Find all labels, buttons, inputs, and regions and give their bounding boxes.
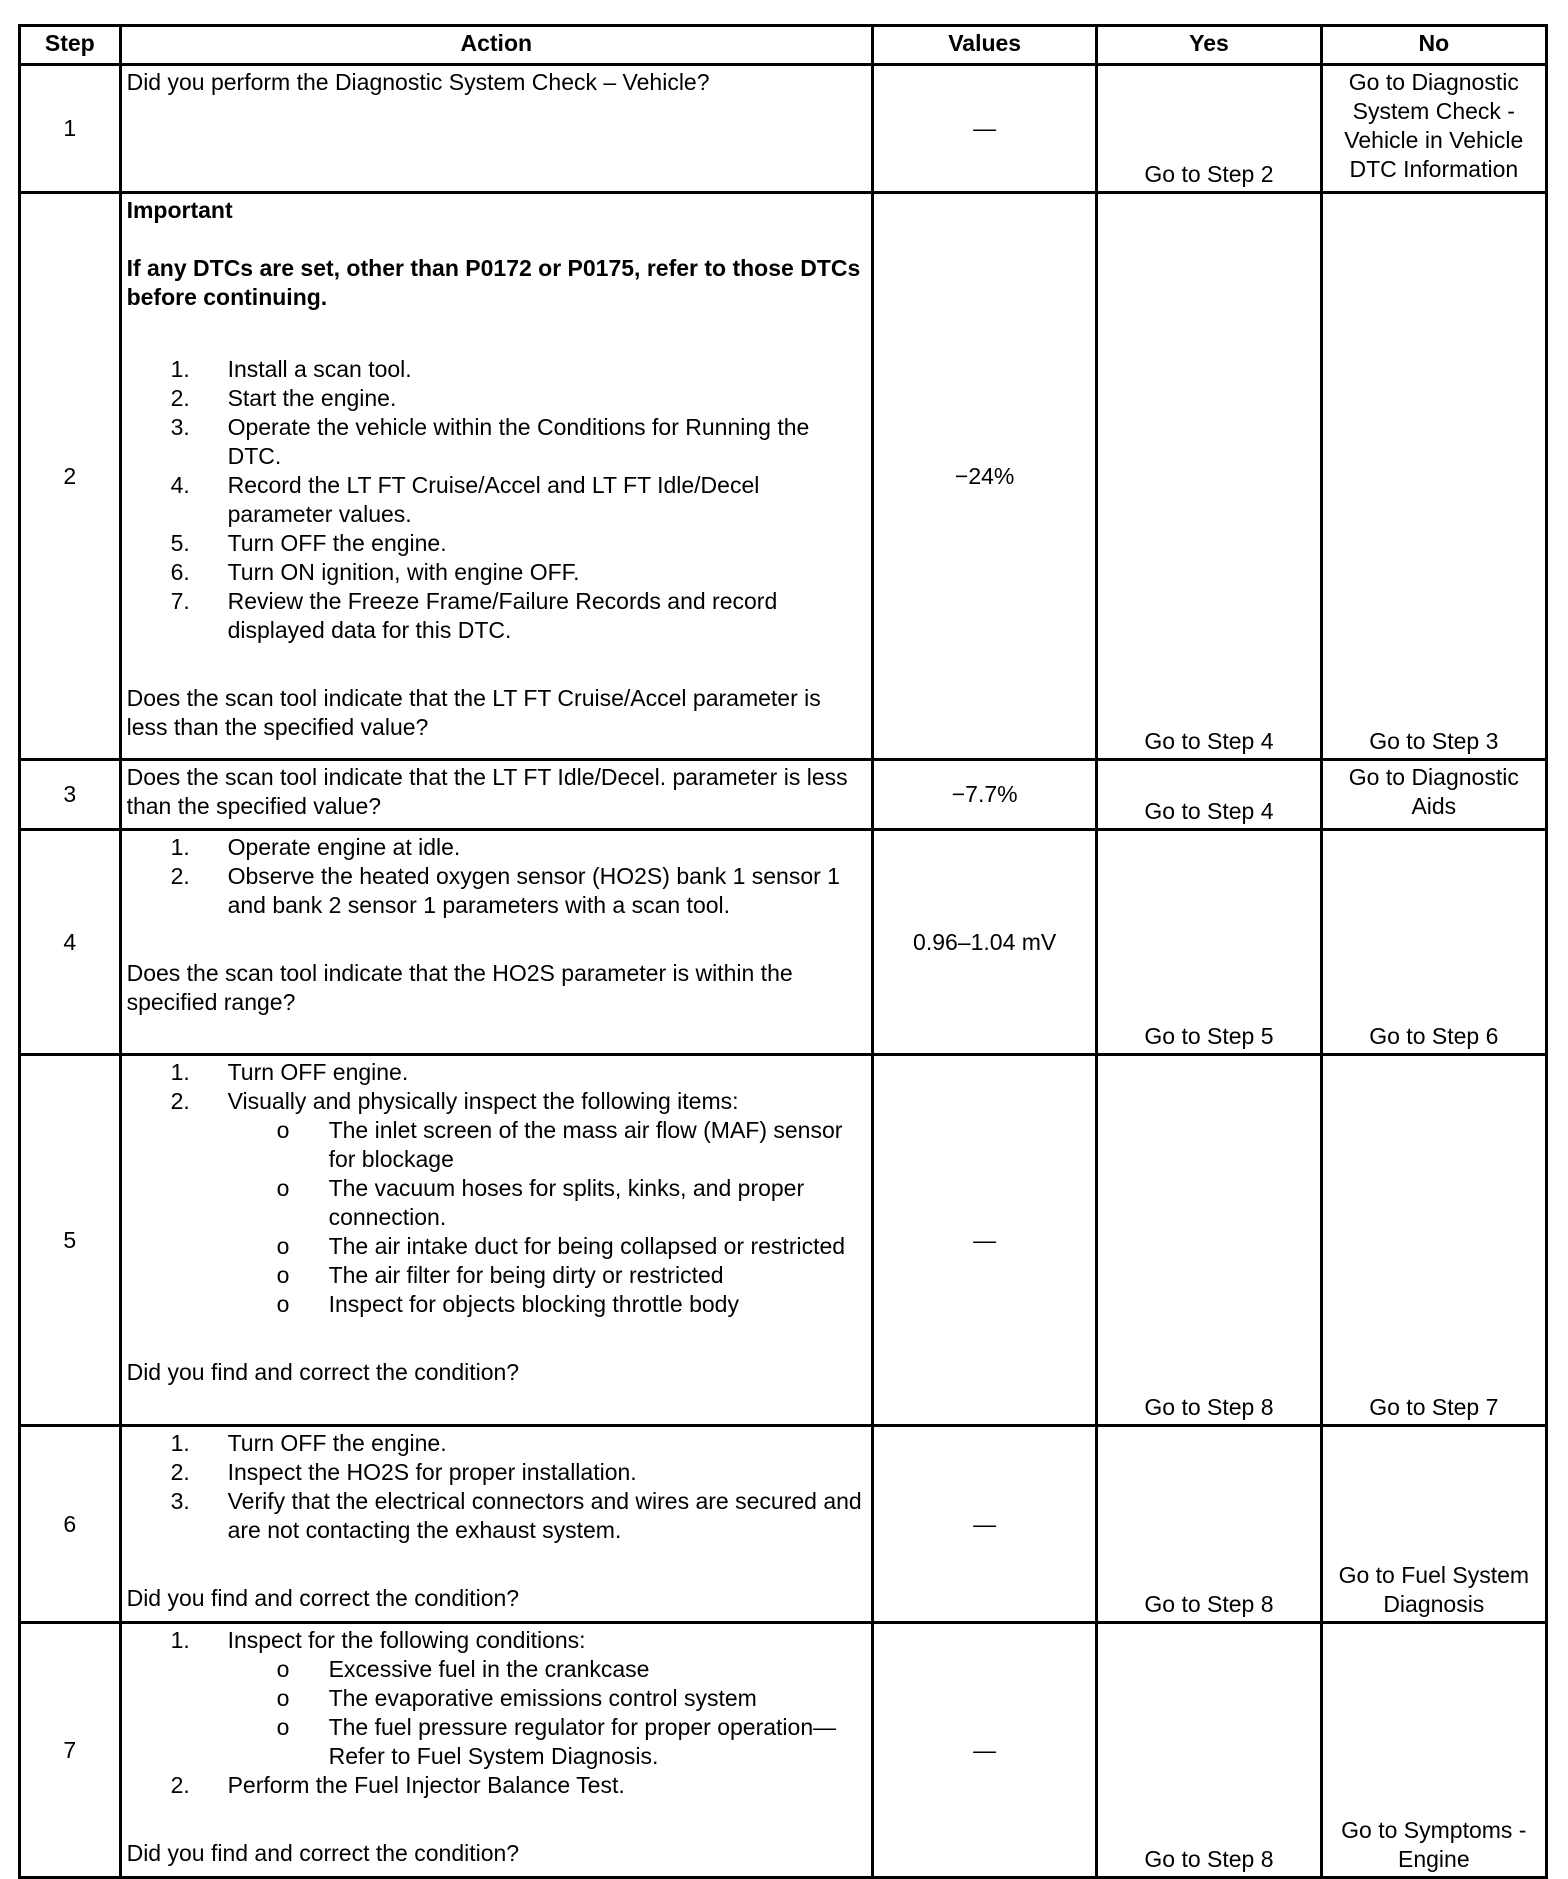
bullet-item: o Inspect for objects blocking throttle body	[276, 1291, 739, 1317]
table-header-row	[20, 26, 1547, 65]
list-item: 4. Record the LT FT Cruise/Accel and LT FT Idle/Decel parameter values.	[170, 472, 760, 527]
table-row	[20, 760, 1547, 830]
table-row	[20, 1623, 1547, 1878]
list-item: 1. Operate engine at idle.	[170, 834, 461, 860]
step-number: 6	[20, 1426, 121, 1623]
list-item: 1. Turn OFF engine.	[170, 1059, 409, 1085]
important-note: If any DTCs are set, other than P0172 or P0175, refer to those DTCs before continuing.	[126, 255, 861, 310]
step-number: 5	[20, 1055, 121, 1426]
list-item: 5. Turn OFF the engine.	[170, 530, 447, 556]
list-item: 1. Inspect for the following conditions: o Excessive fuel in the crankcase o The evaporative emissions control system o The fuel pressure regulator for proper operation—Refer to Fuel System Diagnosis.	[127, 1626, 866, 1771]
action-cell	[120, 1623, 872, 1878]
bullet-item: o The air intake duct for being collapsed or restricted	[276, 1233, 846, 1259]
question-text: Does the scan tool indicate that the LT FT Idle/Decel. parameter is less than the specified value?	[126, 764, 848, 819]
procedure-list	[127, 1429, 866, 1545]
question-text: Did you find and correct the condition?	[126, 1585, 520, 1611]
list-item: 1. Install a scan tool.	[170, 356, 412, 382]
step-number: 4	[20, 830, 121, 1055]
procedure-list	[127, 1626, 866, 1800]
procedure-list	[127, 1058, 866, 1319]
no-cell: Go to Step 6	[1321, 830, 1546, 1055]
yes-cell: Go to Step 8	[1097, 1426, 1321, 1623]
important-heading: Important	[126, 197, 233, 223]
yes-cell: Go to Step 8	[1097, 1623, 1321, 1878]
header-action: Action	[120, 26, 872, 65]
list-item: 7. Review the Freeze Frame/Failure Records and record displayed data for this DTC.	[170, 588, 778, 643]
values-cell: —	[873, 1623, 1097, 1878]
action-cell	[120, 193, 872, 760]
list-item: 3. Verify that the electrical connectors and wires are secured and are not contacting the exhaust system.	[170, 1488, 862, 1543]
action-cell	[120, 1055, 872, 1426]
question-text: Did you find and correct the condition?	[126, 1840, 520, 1866]
bullet-item: o The vacuum hoses for splits, kinks, and proper connection.	[276, 1175, 805, 1230]
bullet-icon: o	[276, 1262, 290, 1288]
values-cell: —	[873, 65, 1097, 193]
bullet-icon: o	[276, 1685, 290, 1711]
yes-cell: Go to Step 4	[1097, 193, 1321, 760]
table-row	[20, 1055, 1547, 1426]
header-no: No	[1321, 26, 1546, 65]
procedure-list	[127, 833, 866, 920]
list-item: 2. Start the engine.	[170, 385, 397, 411]
action-cell	[120, 830, 872, 1055]
question-text: Did you find and correct the condition?	[126, 1359, 520, 1385]
list-item: 2. Perform the Fuel Injector Balance Test.	[170, 1772, 625, 1798]
action-cell	[120, 65, 872, 193]
values-cell: −7.7%	[873, 760, 1097, 830]
yes-cell: Go to Step 2	[1097, 65, 1321, 193]
no-cell: Go to Diagnostic Aids	[1321, 760, 1546, 830]
yes-cell: Go to Step 4	[1097, 760, 1321, 830]
bullet-icon: o	[276, 1656, 290, 1682]
list-item: 6. Turn ON ignition, with engine OFF.	[170, 559, 580, 585]
no-cell: Go to Step 7	[1321, 1055, 1546, 1426]
table-row	[20, 1426, 1547, 1623]
step-number: 2	[20, 193, 121, 760]
question-text: Does the scan tool indicate that the LT FT Cruise/Accel parameter is less than the specified value?	[126, 685, 821, 740]
header-values: Values	[873, 26, 1097, 65]
values-cell: 0.96–1.04 mV	[873, 830, 1097, 1055]
step-number: 1	[20, 65, 121, 193]
yes-cell: Go to Step 5	[1097, 830, 1321, 1055]
procedure-list	[127, 355, 866, 645]
no-cell: Go to Fuel System Diagnosis	[1321, 1426, 1546, 1623]
values-cell: —	[873, 1426, 1097, 1623]
inspection-bullets	[228, 1116, 866, 1319]
bullet-icon: o	[276, 1117, 290, 1143]
step-number: 7	[20, 1623, 121, 1878]
step-number: 3	[20, 760, 121, 830]
list-item: 2. Inspect the HO2S for proper installation.	[170, 1459, 637, 1485]
bullet-item: o The inlet screen of the mass air flow (MAF) sensor for blockage	[276, 1117, 843, 1172]
question-text: Did you perform the Diagnostic System Check – Vehicle?	[126, 69, 710, 95]
table-row	[20, 830, 1547, 1055]
inspection-bullets	[228, 1655, 866, 1771]
list-item: 3. Operate the vehicle within the Conditions for Running the DTC.	[170, 414, 810, 469]
table-row	[20, 193, 1547, 760]
no-cell: Go to Step 3	[1321, 193, 1546, 760]
bullet-icon: o	[276, 1714, 290, 1740]
header-step: Step	[20, 26, 121, 65]
bullet-item: o The air filter for being dirty or restricted	[276, 1262, 724, 1288]
yes-cell: Go to Step 8	[1097, 1055, 1321, 1426]
no-cell: Go to Symptoms - Engine	[1321, 1623, 1546, 1878]
values-cell: —	[873, 1055, 1097, 1426]
list-item: 2. Observe the heated oxygen sensor (HO2S) bank 1 sensor 1 and bank 2 sensor 1 parameters with a scan tool.	[170, 863, 840, 918]
list-item: 1. Turn OFF the engine.	[170, 1430, 447, 1456]
action-cell	[120, 1426, 872, 1623]
diagnostic-table	[18, 24, 1548, 1879]
values-cell: −24%	[873, 193, 1097, 760]
no-cell: Go to Diagnostic System Check - Vehicle in Vehicle DTC Information	[1321, 65, 1546, 193]
bullet-item: o The evaporative emissions control system	[276, 1685, 757, 1711]
bullet-icon: o	[276, 1233, 290, 1259]
table-row	[20, 65, 1547, 193]
list-item: 2. Visually and physically inspect the following items: o The inlet screen of the mass air flow (MAF) sensor for blockage o The vacuum hoses for splits, kinks, and proper connection. o The air intake duct for being collapsed or restricted o The air filter for being dirty or restricted o Inspect for objects blocking throttle body	[127, 1087, 866, 1319]
bullet-icon: o	[276, 1291, 290, 1317]
bullet-item: o Excessive fuel in the crankcase	[276, 1656, 650, 1682]
bullet-icon: o	[276, 1175, 290, 1201]
header-yes: Yes	[1097, 26, 1321, 65]
action-cell	[120, 760, 872, 830]
question-text: Does the scan tool indicate that the HO2S parameter is within the specified range?	[126, 960, 793, 1015]
bullet-item: o The fuel pressure regulator for proper operation—Refer to Fuel System Diagnosis.	[276, 1714, 837, 1769]
